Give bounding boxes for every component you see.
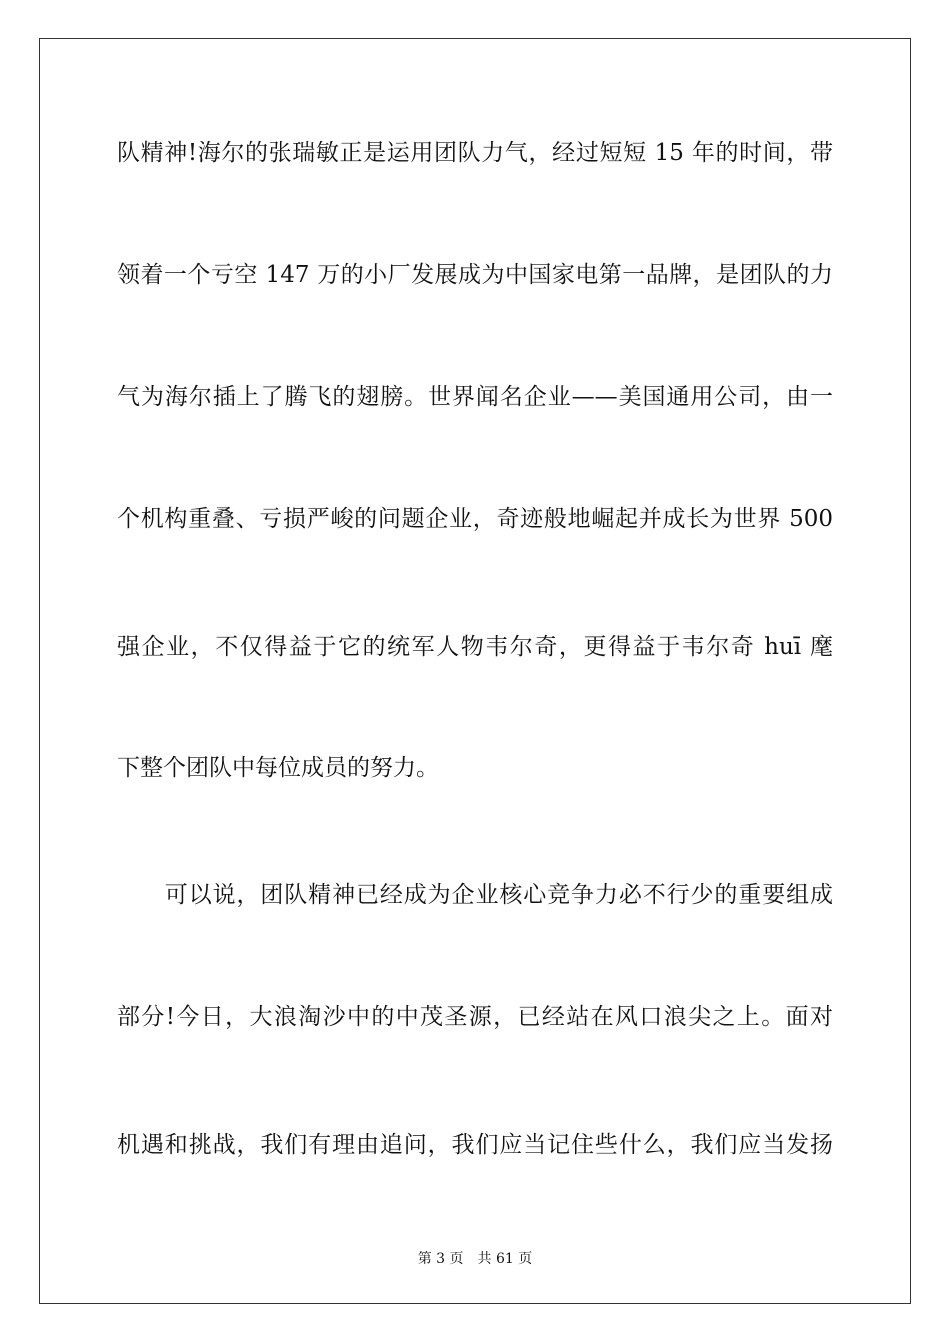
text-line: 部分!今日，大浪淘沙中的中茂圣源，已经站在风口浪尖之上。面对 — [117, 1004, 833, 1030]
text-line: 下整个团队中每位成员的努力。 — [117, 755, 439, 781]
text-line: 强企业，不仅得益于它的统军人物韦尔奇，更得益于韦尔奇 huī 麾 — [117, 634, 833, 660]
text-line: 可以说，团队精神已经成为企业核心竞争力必不行少的重要组成 — [117, 882, 833, 908]
page-border — [39, 38, 911, 1304]
text-line: 气为海尔插上了腾飞的翅膀。世界闻名企业——美国通用公司，由一 — [117, 384, 833, 410]
text-line: 领着一个亏空 147 万的小厂发展成为中国家电第一品牌，是团队的力 — [117, 262, 833, 288]
text-line: 机遇和挑战，我们有理由追问，我们应当记住些什么，我们应当发扬 — [117, 1132, 833, 1158]
text-line: 队精神!海尔的张瑞敏正是运用团队力气，经过短短 15 年的时间，带 — [117, 140, 833, 166]
page-number-footer: 第 3 页 共 61 页 — [417, 1251, 533, 1267]
text-line: 个机构重叠、亏损严峻的问题企业，奇迹般地崛起并成长为世界 500 — [117, 506, 833, 532]
